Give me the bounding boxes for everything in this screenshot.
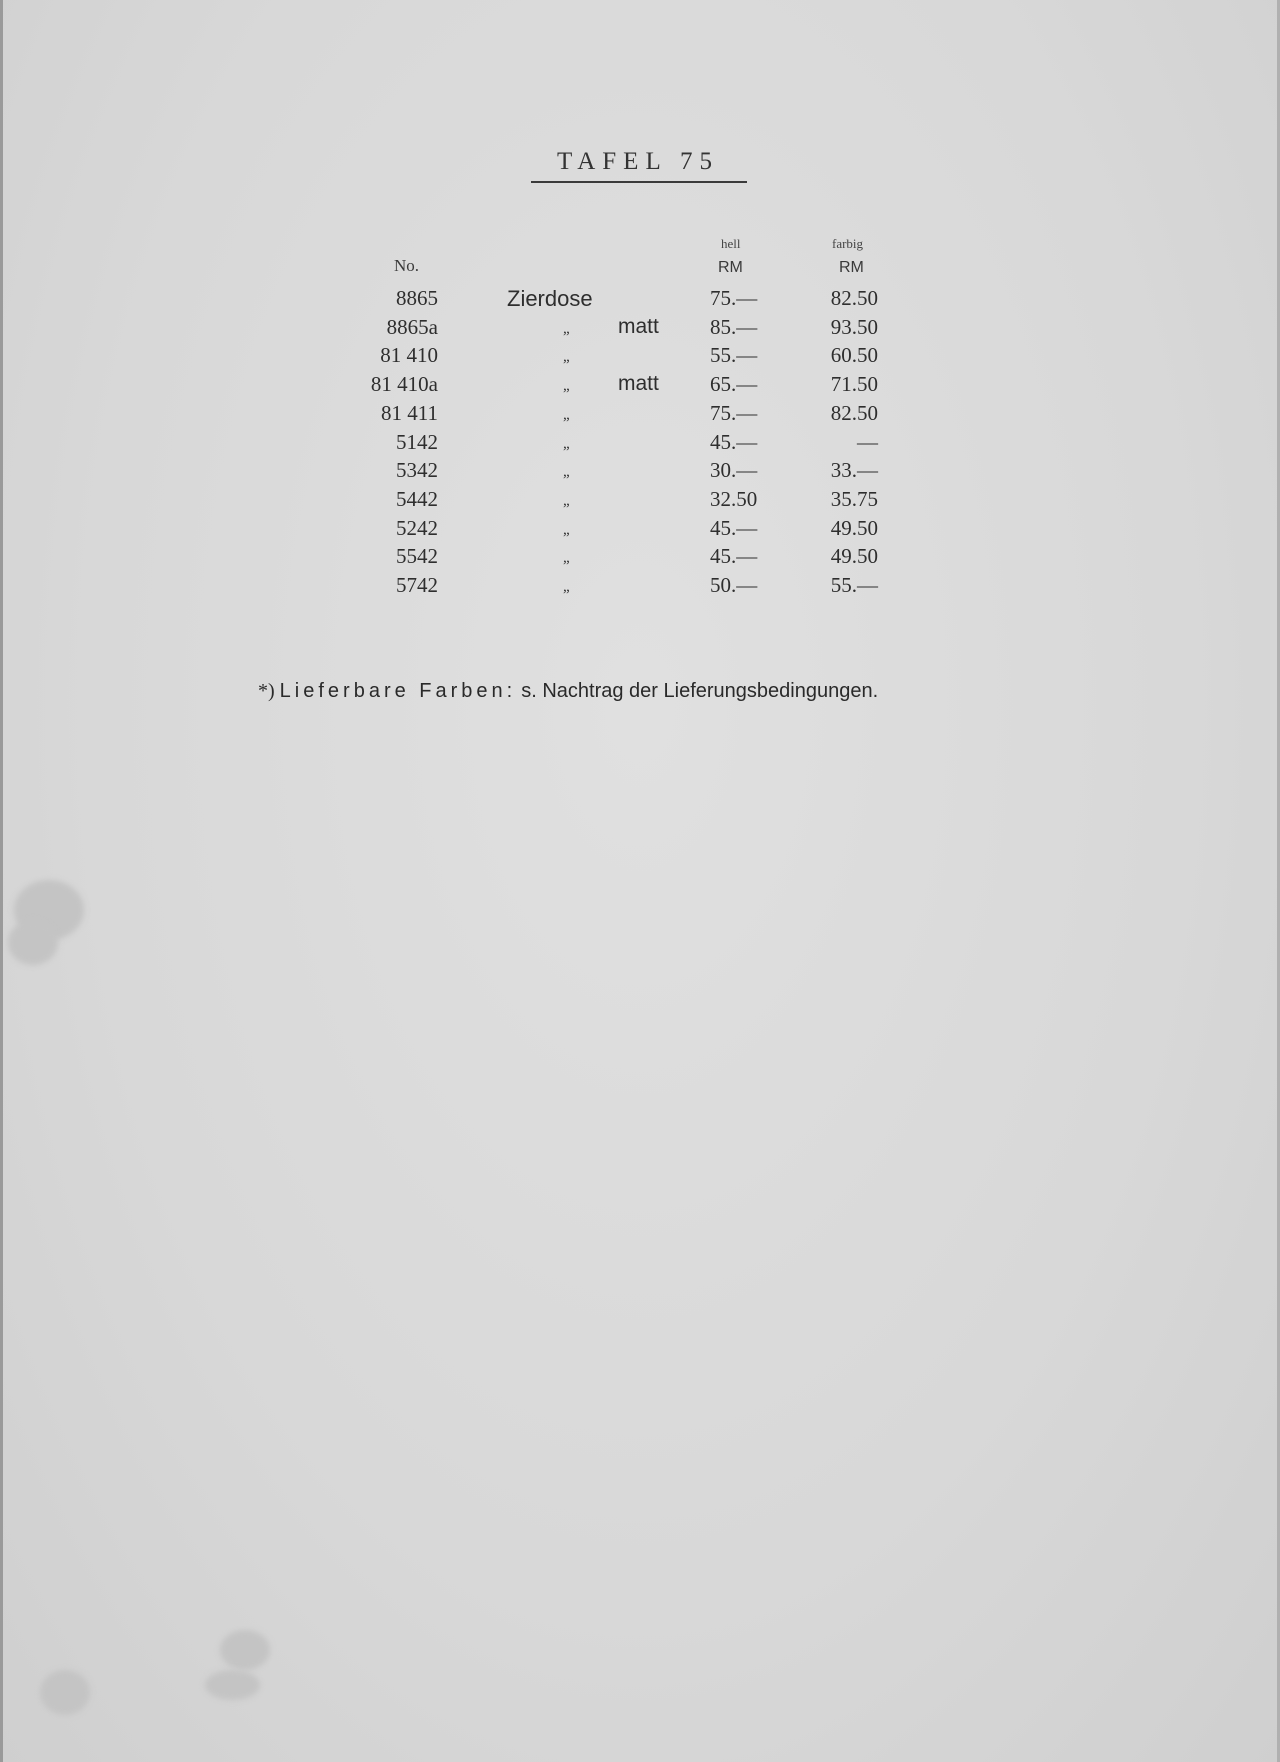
item-number: 81 410 (380, 343, 438, 368)
header-hell: hell (721, 236, 741, 251)
title-underline (531, 181, 747, 183)
price-farbig: 60.50 (830, 343, 878, 368)
ditto-mark: „ (563, 435, 570, 452)
header-hell-unit: RM (718, 259, 743, 276)
price-hell: 45.— (710, 515, 758, 540)
table-row (0, 315, 1280, 343)
footnote-label: Lieferbare Farben: (279, 680, 517, 702)
price-hell: 65.— (710, 372, 758, 397)
price-farbig: 71.50 (830, 372, 878, 397)
price-hell: 55.— (710, 343, 758, 368)
ditto-mark: „ (563, 406, 570, 423)
ditto-mark: „ (563, 521, 570, 538)
ditto-mark: „ (563, 378, 570, 395)
item-number: 5542 (396, 544, 438, 569)
item-number: 5442 (396, 486, 438, 511)
price-farbig: 35.75 (830, 486, 878, 511)
ditto-mark: „ (563, 349, 570, 366)
table-row (0, 343, 1280, 371)
paper-stain (8, 920, 58, 965)
ditto-mark: „ (563, 579, 570, 595)
item-number: 5742 (396, 573, 438, 597)
item-number: 5342 (396, 458, 438, 483)
table-row (0, 430, 1280, 458)
price-farbig: — (857, 429, 878, 454)
table-row (0, 516, 1280, 544)
item-number: 8865a (386, 314, 438, 339)
item-name: Zierdose (507, 286, 593, 311)
price-hell: 45.— (710, 429, 758, 454)
table-row (0, 372, 1280, 400)
ditto-mark: „ (563, 550, 570, 567)
ditto-mark: „ (563, 464, 570, 481)
price-farbig: 49.50 (830, 515, 878, 540)
item-finish: matt (618, 372, 659, 396)
header-farbig-unit: RM (839, 259, 864, 276)
header-farbig: farbig (832, 236, 864, 251)
footnote-text: s. Nachtrag der Lieferungsbedingungen. (521, 680, 879, 702)
price-hell: 45.— (710, 544, 758, 569)
price-hell: 75.— (710, 286, 758, 310)
paper-stain (40, 1670, 90, 1715)
price-farbig: 33.— (830, 458, 878, 483)
ditto-mark: „ (563, 320, 570, 337)
table-row (0, 544, 1280, 572)
table-row (0, 487, 1280, 515)
ditto-mark: „ (563, 492, 570, 509)
price-hell: 30.— (710, 458, 758, 483)
price-farbig: 93.50 (830, 314, 878, 339)
item-finish: matt (618, 314, 659, 338)
table-row (0, 401, 1280, 429)
price-farbig: 82.50 (830, 286, 878, 310)
header-no: No. (394, 256, 420, 275)
page-edge-left (0, 0, 3, 1762)
price-farbig: 55.— (830, 573, 878, 597)
price-hell: 50.— (710, 573, 758, 597)
price-hell: 75.— (710, 400, 758, 425)
table-row (0, 573, 1280, 601)
table-row (0, 286, 1280, 314)
item-number: 81 410a (370, 372, 438, 397)
item-number: 5242 (396, 515, 438, 540)
price-hell: 32.50 (710, 486, 758, 511)
footnote (258, 680, 878, 703)
page-title: TAFEL 75 (556, 148, 720, 175)
paper-stain (205, 1670, 260, 1700)
price-hell: 85.— (710, 314, 758, 339)
table-row (0, 458, 1280, 486)
price-farbig: 82.50 (830, 400, 878, 425)
item-number: 8865 (396, 286, 438, 310)
item-number: 81 411 (381, 400, 438, 425)
item-number: 5142 (396, 429, 438, 454)
footnote-marker: *) (258, 680, 275, 702)
price-farbig: 49.50 (830, 544, 878, 569)
paper-stain (220, 1630, 270, 1670)
